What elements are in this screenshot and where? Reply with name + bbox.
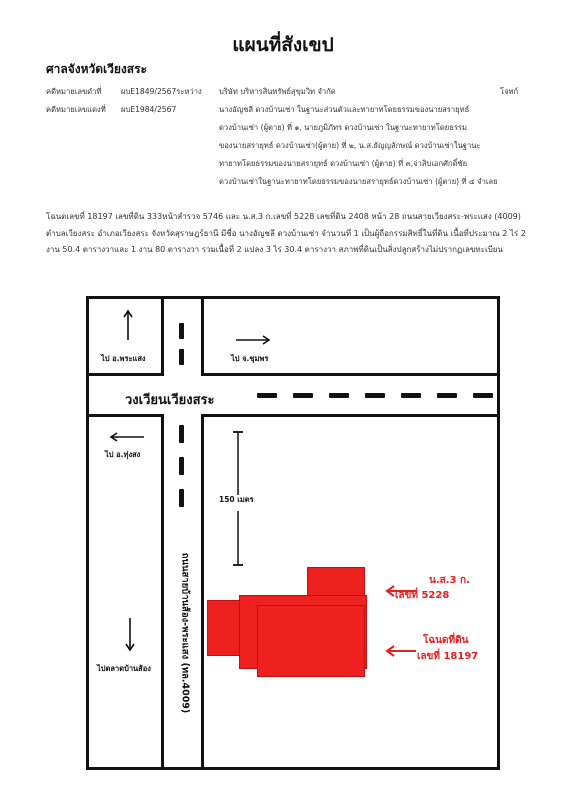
parcel-deed-18197 [257, 605, 365, 677]
road-dash [401, 393, 421, 398]
road-dash [293, 393, 313, 398]
defendant-line: ทายาทโดยธรรมของนายสรายุทธ์ ดวงบ้านเซ่า (ผู้ตาย) ที่ ๓,จ่าสิบเอกศักดิ์ชัย [219, 159, 468, 168]
road-dash [365, 393, 385, 398]
road-edge [201, 414, 500, 417]
plaintiff-name: บริษัท บริหารสินทรัพย์สุขุมวิท จำกัด [219, 87, 336, 96]
ns3k-number-label: เลขที่ 5228 [395, 590, 450, 601]
road-edge [201, 299, 204, 375]
ns3k-label [391, 575, 471, 587]
arrow-left-icon [109, 432, 145, 442]
location-map [86, 296, 500, 770]
deed-number-label: เลขที่ 18197 [417, 651, 479, 662]
defendant-line: นางอัญชลี ดวงบ้านเซ่า ในฐานะส่วนตัวและทายาทโดยธรรมของนายสรายุทธ์ [219, 105, 470, 114]
arrow-down-icon [125, 617, 135, 651]
road-dash [179, 457, 184, 475]
arrow-right-icon [235, 335, 271, 345]
red-case-label: คดีหมายเลขแดงที่ [46, 105, 106, 114]
road-edge [89, 414, 164, 417]
black-case-label: คดีหมายเลขดำที่ [46, 87, 102, 96]
label-to-ban-song-market: ไปตลาดบ้านส้อง [97, 664, 151, 673]
road-dash [179, 349, 184, 365]
road-edge [89, 373, 164, 376]
deed-description: โฉนดเลขที่ 18197 เลขที่ดิน 333หน้าสำรวจ 5746 และ น.ส.3 ก.เลขที่ 5228 เลขที่ดิน 2408 หน้า 28 ถนนสายเวียงสระ-พระแสง (4009) ตำบลเวียงสระ อำเภอเวียงสระ จังหวัดสุราษฎร์ธานี มีชื่อ นางอัญชลี ดวงบ้านเซ่า จำนวนที่ 1 เป็นผู้ถือกรรมสิทธิ์ในที่ดิน เนื้อที่ประมาณ 2 ไร่ 2 งาน 50.4 ตารางวาและ 1 งาน 80 ตารางวา รวมเนื้อที่ 2 แปลง 3 ไร่ 30.4 ตารางวา สภาพที่ดินเป็นสิ่งปลูกสร้างไม่ปรากฏเลขทะเบียน [46, 212, 526, 254]
road-dash [329, 393, 349, 398]
ns3k-label-line1: น.ส.3 ก. [429, 575, 470, 586]
road-dash [257, 393, 277, 398]
road-edge [161, 299, 164, 375]
plaintiff-role: โจทก์ [500, 87, 519, 96]
road-dash [179, 323, 184, 339]
arrow-left-icon [385, 645, 417, 657]
label-to-phrasaeng: ไป อ.พระแสง [101, 354, 146, 363]
red-case-number: ผบE1984/2567 [121, 105, 177, 114]
road-dash [179, 425, 184, 443]
court-name: ศาลจังหวัดเวียงสระ [46, 62, 147, 76]
road-edge [201, 414, 204, 770]
road-edge [161, 414, 164, 770]
road-dash [179, 489, 184, 507]
roundabout-label: วงเวียนเวียงสระ [125, 393, 215, 408]
label-to-chumphon: ไป จ.ชุมพร [231, 354, 269, 363]
road-dash [473, 393, 493, 398]
road-name-label [177, 523, 193, 743]
road-edge [201, 373, 500, 376]
arrow-up-icon [123, 309, 133, 341]
page-title: แผนที่สังเขป [232, 34, 334, 56]
road-name-text: ถนนสายบ้านส้อง-พระแสง (ทล.4009) [179, 552, 191, 714]
distance-label: 150 เมตร [219, 495, 254, 504]
label-to-thungsong: ไป อ.ทุ่งสง [105, 450, 141, 459]
road-dash [437, 393, 457, 398]
defendant-line: ดวงบ้านเซ่าในฐานะทายาทโดยธรรมของนายสรายุทธ์ดวงบ้านเซ่า (ผู้ตาย) ที่ ๔ จำเลย [219, 177, 498, 186]
defendant-line: ของนายสรายุทธ์ ดวงบ้านเซ่า(ผู้ตาย) ที่ ๒, น.ส.ธัญญลักษณ์ ดวงบ้านเซ่าในฐานะ [219, 141, 481, 150]
deed-label: โฉนดที่ดิน [423, 635, 469, 646]
defendant-line: ดวงบ้านเซ่า (ผู้ตาย) ที่ ๑, นายภูมิภัทร ดวงบ้านเซ่า ในฐานะทายาทโดยธรรม [219, 123, 468, 132]
black-case-number: ผบE1849/2567ระหว่าง [121, 87, 202, 96]
